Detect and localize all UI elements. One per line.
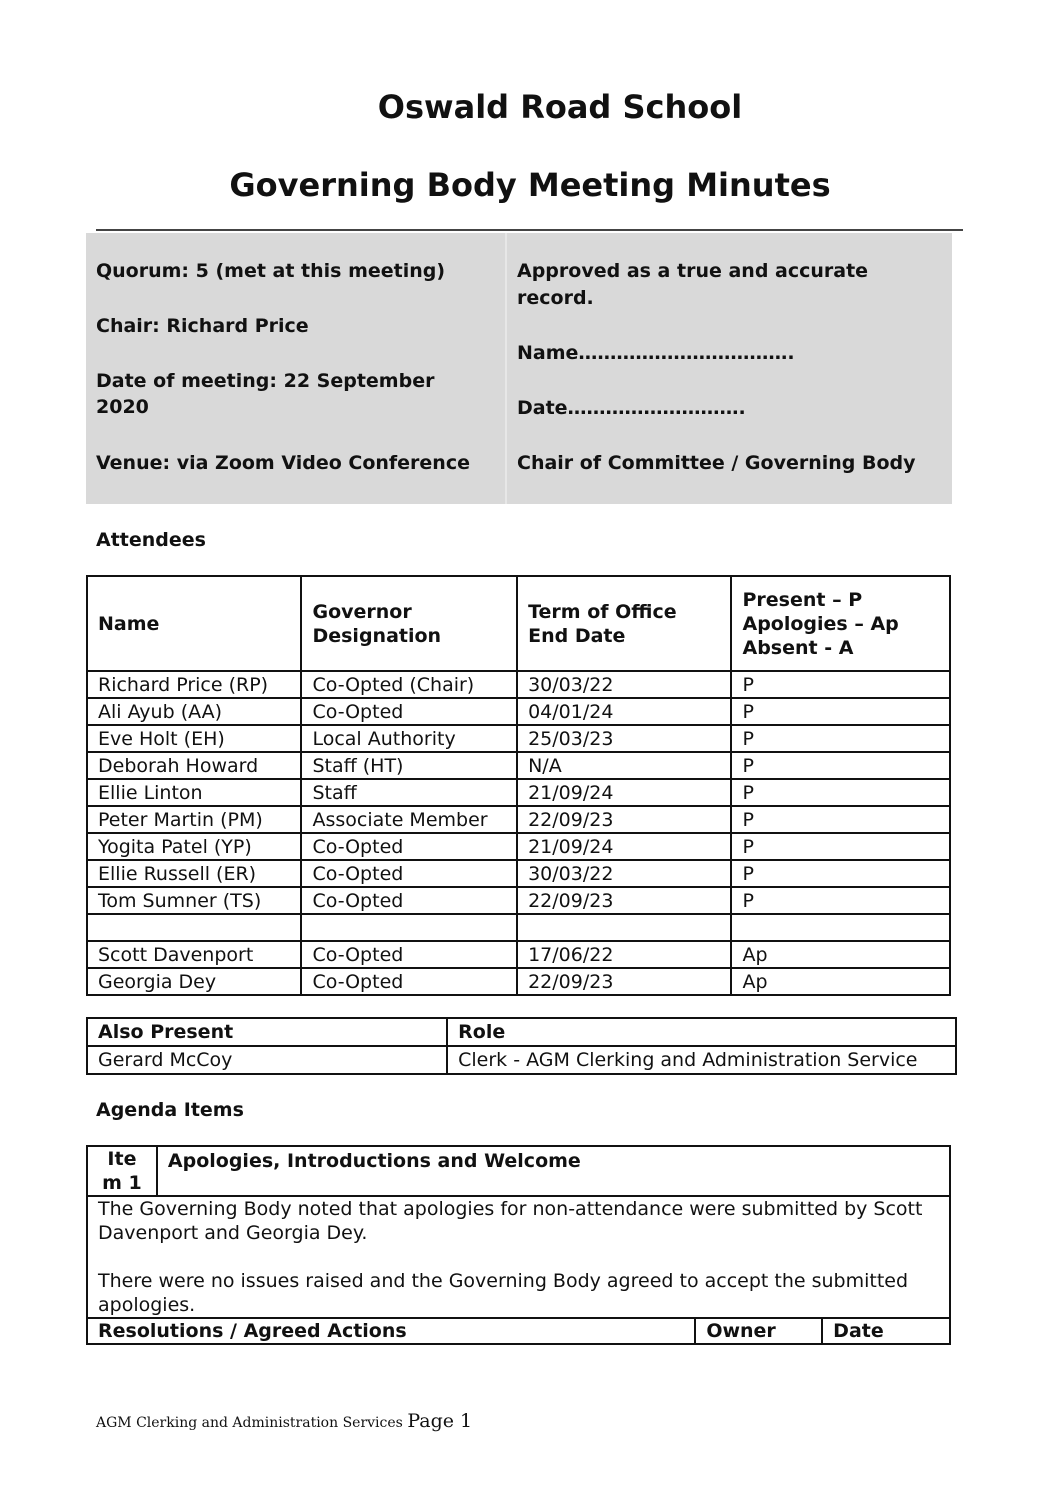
item-title: Apologies, Introductions and Welcome bbox=[157, 1146, 950, 1196]
col-role: Role bbox=[447, 1018, 956, 1046]
venue-text: Venue: via Zoom Video Conference bbox=[96, 452, 470, 474]
footer-org: AGM Clerking and Administration Services bbox=[96, 1415, 403, 1431]
attendee-designation: Co-Opted bbox=[301, 968, 517, 995]
table-row bbox=[87, 752, 950, 779]
also-present-name: Gerard McCoy bbox=[87, 1046, 447, 1074]
page-number: Page 1 bbox=[407, 1410, 473, 1432]
quorum-text: Quorum: 5 (met at this meeting) bbox=[96, 260, 446, 282]
attendee-designation: Co-Opted bbox=[301, 860, 517, 887]
col-designation bbox=[301, 576, 517, 671]
also-present-header-row bbox=[87, 1018, 956, 1046]
col-attendance-line2: Apologies – Ap bbox=[742, 612, 899, 635]
agenda-item-body-row bbox=[87, 1196, 950, 1318]
attendee-term-end: 22/09/23 bbox=[517, 968, 731, 995]
also-present-role: Clerk - AGM Clerking and Administration Service bbox=[447, 1046, 956, 1074]
attendees-table bbox=[86, 575, 951, 996]
attendee-designation: Co-Opted (Chair) bbox=[301, 671, 517, 698]
table-row-empty bbox=[87, 914, 950, 941]
table-row bbox=[87, 941, 950, 968]
approved-line1: Approved as a true and accurate bbox=[517, 260, 869, 282]
attendee-name: Tom Sumner (TS) bbox=[87, 887, 301, 914]
agenda-table bbox=[86, 1145, 951, 1345]
col-term-line2: End Date bbox=[528, 624, 626, 647]
table-row bbox=[87, 1046, 956, 1074]
col-designation-line2: Designation bbox=[312, 624, 442, 647]
attendee-name bbox=[87, 914, 301, 941]
attendee-name: Richard Price (RP) bbox=[87, 671, 301, 698]
attendee-designation: Co-Opted bbox=[301, 833, 517, 860]
attendee-status: P bbox=[731, 779, 950, 806]
attendee-designation: Co-Opted bbox=[301, 887, 517, 914]
attendee-term-end bbox=[517, 914, 731, 941]
attendee-status: P bbox=[731, 806, 950, 833]
item-number-line2: m 1 bbox=[102, 1172, 142, 1194]
table-row bbox=[87, 725, 950, 752]
col-attendance-line3: Absent - A bbox=[742, 636, 854, 659]
table-row bbox=[87, 671, 950, 698]
meeting-date-line1: Date of meeting: 22 September bbox=[96, 370, 435, 392]
attendee-name: Peter Martin (PM) bbox=[87, 806, 301, 833]
attendee-designation: Staff bbox=[301, 779, 517, 806]
attendee-designation: Staff (HT) bbox=[301, 752, 517, 779]
paragraph-spacer bbox=[98, 1245, 939, 1269]
approved-line2: record. bbox=[517, 287, 594, 309]
col-date: Date bbox=[822, 1318, 950, 1344]
attendee-status: P bbox=[731, 860, 950, 887]
resolutions-header-row bbox=[87, 1318, 950, 1344]
attendee-term-end: N/A bbox=[517, 752, 731, 779]
col-name: Name bbox=[87, 576, 301, 671]
col-attendance bbox=[731, 576, 950, 671]
signature-name-line: Name……………………………. bbox=[517, 342, 795, 364]
attendee-designation: Local Authority bbox=[301, 725, 517, 752]
title-rule bbox=[96, 229, 963, 231]
attendee-term-end: 04/01/24 bbox=[517, 698, 731, 725]
attendee-name: Scott Davenport bbox=[87, 941, 301, 968]
col-designation-line1: Governor bbox=[312, 600, 412, 623]
agenda-paragraph-2: There were no issues raised and the Governing Body agreed to accept the submitted apologies. bbox=[98, 1270, 909, 1316]
attendee-term-end: 30/03/22 bbox=[517, 860, 731, 887]
attendee-designation: Co-Opted bbox=[301, 698, 517, 725]
attendee-term-end: 22/09/23 bbox=[517, 806, 731, 833]
col-term-line1: Term of Office bbox=[528, 600, 677, 623]
attendee-status: Ap bbox=[731, 941, 950, 968]
attendee-term-end: 21/09/24 bbox=[517, 779, 731, 806]
attendee-name: Deborah Howard bbox=[87, 752, 301, 779]
attendee-status bbox=[731, 914, 950, 941]
attendee-designation: Co-Opted bbox=[301, 941, 517, 968]
attendee-name: Ellie Russell (ER) bbox=[87, 860, 301, 887]
attendees-header-row bbox=[87, 576, 950, 671]
signature-date-line: Date………………………. bbox=[517, 397, 746, 419]
attendee-status: P bbox=[731, 887, 950, 914]
attendee-status: Ap bbox=[731, 968, 950, 995]
attendee-term-end: 21/09/24 bbox=[517, 833, 731, 860]
attendee-status: P bbox=[731, 752, 950, 779]
meeting-info-box bbox=[86, 233, 952, 504]
table-row bbox=[87, 968, 950, 995]
agenda-item-header-row bbox=[87, 1146, 950, 1196]
attendee-status: P bbox=[731, 833, 950, 860]
attendee-status: P bbox=[731, 671, 950, 698]
school-name: Oswald Road School bbox=[377, 88, 743, 126]
agenda-paragraph-1: The Governing Body noted that apologies for non-attendance were submitted by Scott Davenport and Georgia Dey. bbox=[98, 1198, 923, 1244]
item-number-line1: Ite bbox=[107, 1148, 137, 1170]
chair-text: Chair: Richard Price bbox=[96, 315, 309, 337]
table-row bbox=[87, 698, 950, 725]
attendee-name: Ali Ayub (AA) bbox=[87, 698, 301, 725]
info-divider bbox=[505, 233, 507, 504]
document-title: Governing Body Meeting Minutes bbox=[229, 166, 831, 204]
attendee-term-end: 25/03/23 bbox=[517, 725, 731, 752]
page-footer bbox=[96, 1410, 472, 1432]
attendee-term-end: 22/09/23 bbox=[517, 887, 731, 914]
attendee-name: Georgia Dey bbox=[87, 968, 301, 995]
table-row bbox=[87, 779, 950, 806]
attendees-heading: Attendees bbox=[96, 529, 206, 551]
attendee-designation bbox=[301, 914, 517, 941]
item-number-cell bbox=[87, 1146, 157, 1196]
attendee-term-end: 17/06/22 bbox=[517, 941, 731, 968]
table-row bbox=[87, 887, 950, 914]
col-term-end bbox=[517, 576, 731, 671]
attendee-designation: Associate Member bbox=[301, 806, 517, 833]
col-also-present: Also Present bbox=[87, 1018, 447, 1046]
agenda-heading: Agenda Items bbox=[96, 1099, 244, 1121]
attendee-name: Yogita Patel (YP) bbox=[87, 833, 301, 860]
also-present-table bbox=[86, 1017, 957, 1075]
attendee-term-end: 30/03/22 bbox=[517, 671, 731, 698]
meeting-date-line2: 2020 bbox=[96, 396, 149, 418]
attendee-status: P bbox=[731, 698, 950, 725]
agenda-item-body bbox=[87, 1196, 950, 1318]
table-row bbox=[87, 833, 950, 860]
col-owner: Owner bbox=[695, 1318, 822, 1344]
col-resolutions: Resolutions / Agreed Actions bbox=[87, 1318, 695, 1344]
table-row bbox=[87, 806, 950, 833]
attendee-name: Eve Holt (EH) bbox=[87, 725, 301, 752]
col-attendance-line1: Present – P bbox=[742, 588, 863, 611]
chair-of-committee: Chair of Committee / Governing Body bbox=[517, 452, 916, 474]
table-row bbox=[87, 860, 950, 887]
attendee-name: Ellie Linton bbox=[87, 779, 301, 806]
attendee-status: P bbox=[731, 725, 950, 752]
